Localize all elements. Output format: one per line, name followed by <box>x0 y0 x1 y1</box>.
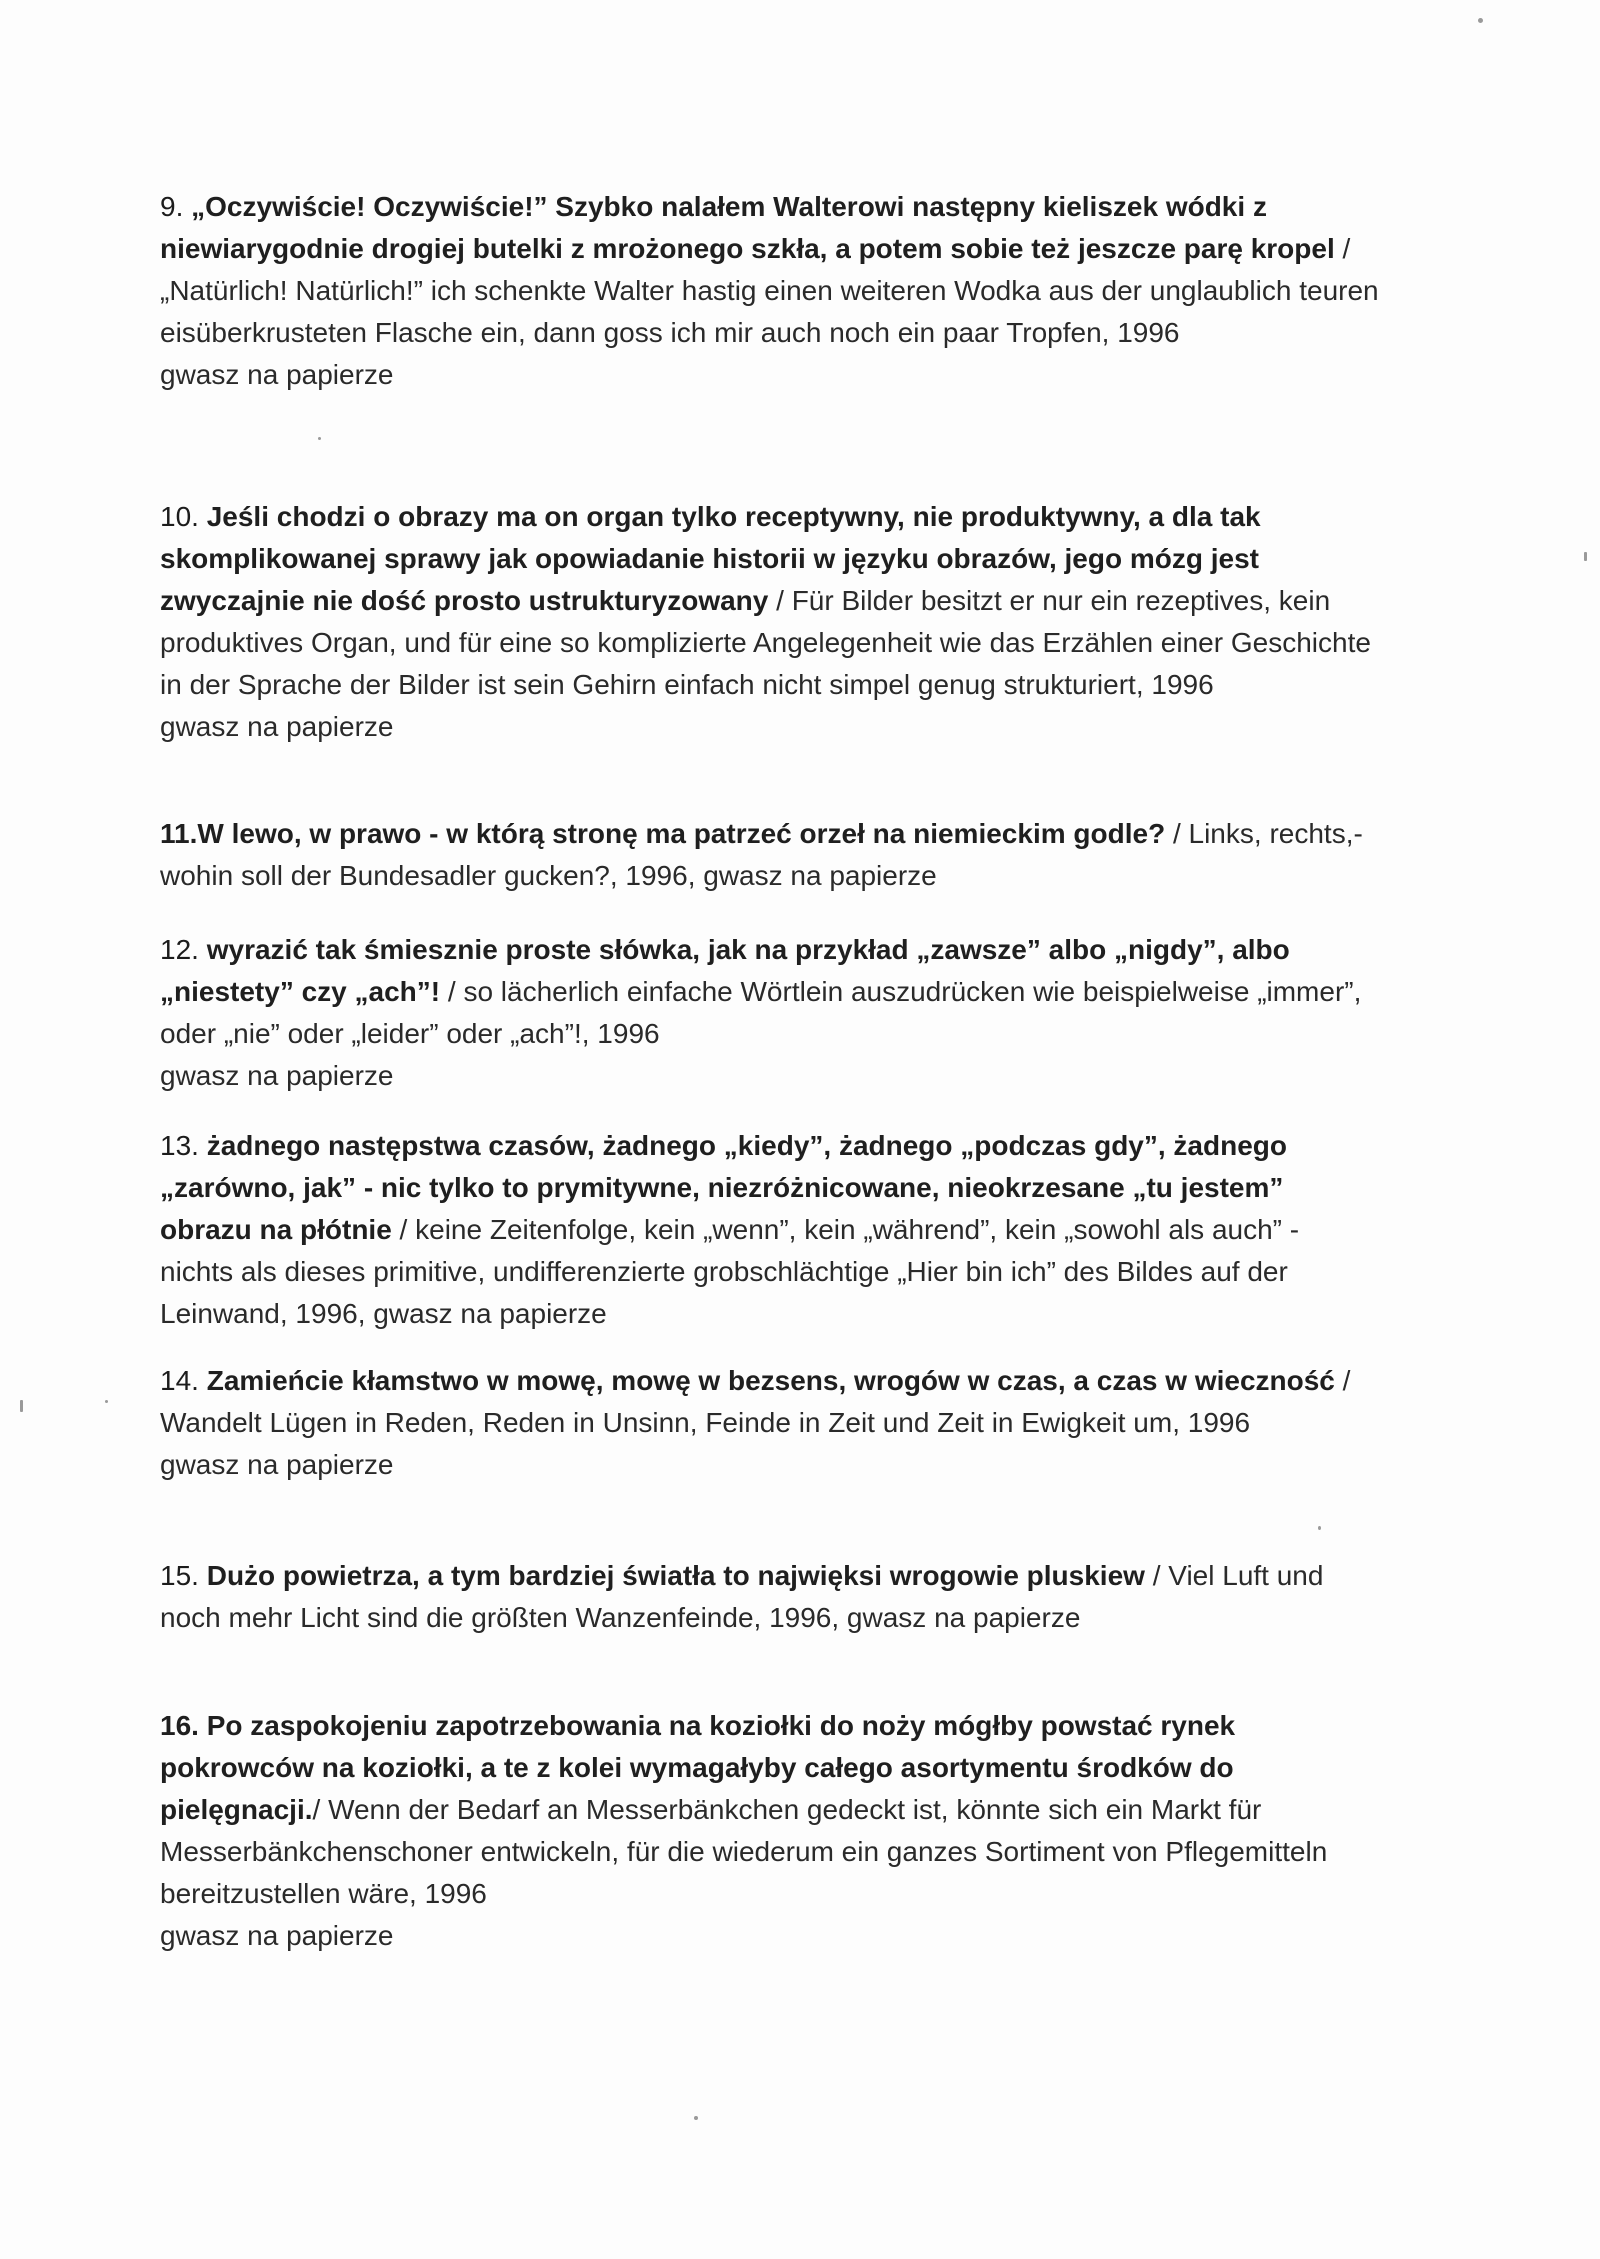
title-separator: / <box>1165 818 1189 849</box>
title-separator: / <box>1334 233 1351 264</box>
medium-label: gwasz na papierze <box>160 359 394 390</box>
german-title: „Natürlich! Natürlich!” ich schenkte Walter hastig einen weiteren Wodka aus der unglaublich teuren eisüberkrusteten Flasche ein, dann goss ich mir auch noch ein paar Tropfen, 1996 <box>160 275 1379 348</box>
medium-label: gwasz na papierze <box>160 711 394 742</box>
catalog-entry-14 <box>160 1360 1380 1486</box>
entry-text <box>160 1705 1380 1915</box>
entry-number: 16. <box>160 1710 199 1741</box>
german-title: Links, rechts,- wohin soll der Bundesadler gucken?, 1996, gwasz na papierze <box>160 818 1363 891</box>
german-title: so lächerlich einfache Wörtlein auszudrücken wie beispielweise „immer”, oder „nie” oder „leider” oder „ach”!, 1996 <box>160 976 1362 1049</box>
catalog-entry-12 <box>160 929 1380 1097</box>
scan-speck <box>105 1400 108 1403</box>
title-separator: / <box>312 1794 329 1825</box>
entry-number: 14. <box>160 1365 199 1396</box>
entry-text <box>160 496 1380 706</box>
entry-text <box>160 929 1380 1055</box>
german-title: Viel Luft und noch mehr Licht sind die größten Wanzenfeinde, 1996, gwasz na papierze <box>160 1560 1324 1633</box>
scan-speck <box>318 437 321 440</box>
entry-number: 11. <box>160 818 198 849</box>
entry-number: 13. <box>160 1130 199 1161</box>
polish-title: Dużo powietrza, a tym bardziej światła to najwięksi wrogowie pluskiew <box>206 1560 1145 1591</box>
catalog-entry-16 <box>160 1705 1380 1957</box>
german-title: Wandelt Lügen in Reden, Reden in Unsinn, Feinde in Zeit und Zeit in Ewigkeit um, 1996 <box>160 1407 1251 1438</box>
scan-speck <box>1478 18 1483 23</box>
entry-text <box>160 1555 1380 1639</box>
title-separator: / <box>768 585 792 616</box>
entry-number: 10. <box>160 501 199 532</box>
entry-text <box>160 186 1380 354</box>
entry-number: 12. <box>160 934 199 965</box>
scan-speck <box>1584 552 1587 561</box>
catalog-entry-10 <box>160 496 1380 748</box>
polish-title: W lewo, w prawo - w którą stronę ma patrzeć orzeł na niemieckim godle? <box>197 818 1166 849</box>
title-separator: / <box>391 1214 416 1245</box>
title-separator: / <box>440 976 464 1007</box>
catalog-entry-15 <box>160 1555 1380 1639</box>
title-separator: / <box>1144 1560 1169 1591</box>
polish-title: wyrazić tak śmiesznie proste słówka, jak na przykład „zawsze” albo „nigdy”, albo „niestety” czy „ach”! <box>160 934 1290 1007</box>
title-separator: / <box>1334 1365 1351 1396</box>
catalog-entry-9 <box>160 186 1380 396</box>
catalog-entry-11 <box>160 813 1380 897</box>
medium-label: gwasz na papierze <box>160 1449 394 1480</box>
polish-title: Zamieńcie kłamstwo w mowę, mowę w bezsens, wrogów w czas, a czas w wieczność <box>206 1365 1335 1396</box>
scan-speck <box>20 1400 23 1412</box>
entry-text <box>160 1125 1380 1335</box>
catalog-entry-13 <box>160 1125 1380 1335</box>
scan-speck <box>694 2116 698 2120</box>
polish-title: Jeśli chodzi o obrazy ma on organ tylko receptywny, nie produktywny, a dla tak skomplikowanej sprawy jak opowiadanie historii w języku obrazów, jego mózg jest zwyczajnie nie dość prosto ustrukturyzowany <box>160 501 1261 616</box>
german-title: Für Bilder besitzt er nur ein rezeptives, kein produktives Organ, und für eine so komplizierte Angelegenheit wie das Erzählen einer Geschichte in der Sprache der Bilder ist sein Gehirn einfach nicht simpel genug strukturiert, 1996 <box>160 585 1371 700</box>
polish-title: żadnego następstwa czasów, żadnego „kiedy”, żadnego „podczas gdy”, żadnego „zarówno, jak” - nic tylko to prymitywne, niezróżnicowane, nieokrzesane „tu jestem” obrazu na płótnie <box>160 1130 1287 1245</box>
german-title: keine Zeitenfolge, kein „wenn”, kein „während”, kein „sowohl als auch” - nichts als dieses primitive, undifferenzierte grobschlächtige „Hier bin ich” des Bildes auf der Leinwand, 1996, gwasz na papierze <box>160 1214 1300 1329</box>
german-title: Wenn der Bedarf an Messerbänkchen gedeckt ist, könnte sich ein Markt für Messerbänkchenschoner entwickeln, für die wiederum ein ganzes Sortiment von Pflegemitteln bereitzustellen wäre, 1996 <box>160 1794 1328 1909</box>
entry-text <box>160 813 1380 897</box>
medium-label: gwasz na papierze <box>160 1060 394 1091</box>
polish-title: „Oczywiście! Oczywiście!” Szybko nalałem Walterowi następny kieliszek wódki z niewiarygodnie drogiej butelki z mrożonego szkła, a potem sobie też jeszcze parę kropel <box>160 191 1335 264</box>
entry-text <box>160 1360 1380 1444</box>
scan-speck <box>1318 1526 1321 1530</box>
entry-number: 9. <box>160 191 184 222</box>
polish-title: Po zaspokojeniu zapotrzebowania na koziołki do noży mógłby powstać rynek pokrowców na koziołki, a te z kolei wymagałyby całego asortymentu środków do pielęgnacji. <box>160 1710 1236 1825</box>
entry-number: 15. <box>160 1560 199 1591</box>
medium-label: gwasz na papierze <box>160 1920 394 1951</box>
